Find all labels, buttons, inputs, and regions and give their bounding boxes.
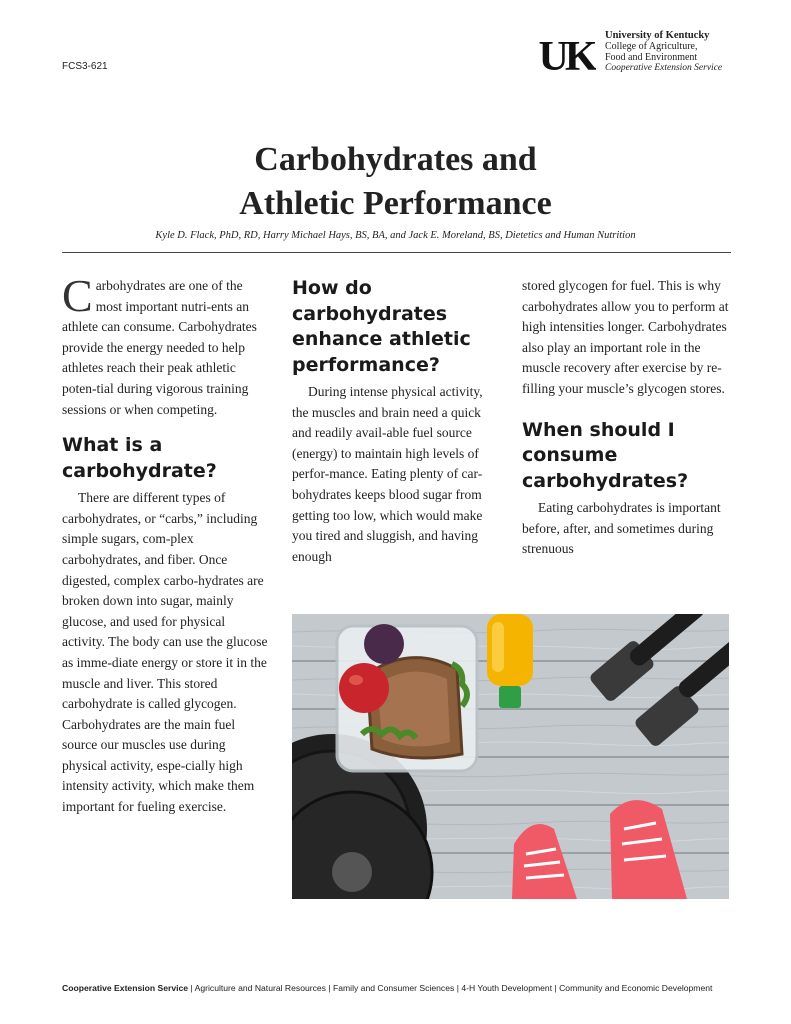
heading-when-consume: When should I consume carbohydrates? xyxy=(522,418,689,492)
publication-number: FCS3-621 xyxy=(62,61,108,72)
organization-block xyxy=(605,30,722,74)
intro-paragraph xyxy=(62,270,270,420)
column-2 xyxy=(292,276,492,567)
org-college-line2: Food and Environment xyxy=(605,52,698,63)
photo-food-and-fitness xyxy=(292,614,729,899)
footer xyxy=(62,983,742,993)
title-divider xyxy=(62,252,731,253)
org-college-line1: College of Agriculture, xyxy=(605,41,698,52)
plum xyxy=(364,624,404,664)
paragraph-when-consume: Eating carbohydrates is important before, after, and sometimes during strenuous xyxy=(522,500,721,557)
apple xyxy=(339,663,389,713)
page-title xyxy=(0,138,791,226)
title-line2: Athletic Performance xyxy=(239,185,552,222)
org-university: University of Kentucky xyxy=(605,30,710,41)
paragraph-what-is-carbohydrate: There are different types of carbohydrates, or “carbs,” including simple sugars, com-plex carbohydrates, and fiber. Once digested, complex carbo-hydrates are broken down into sugar, mainly glucose, and used for physical activity. The body can use the glucose as imme-diate energy or store it in the muscle and liver. This stored carbohydrate is called glycogen. Carbohydrates are the main fuel source our muscles use during physical activity, espe-cially high intensity activity, which make them important for fueling exercise. xyxy=(62,490,268,815)
paragraph-how-carbs-enhance: During intense physical activity, the muscles and brain need a quick and readily avail-able fuel source (energy) to maintain high levels of perfor-mance. Eating plenty of car-bohydrates keeps blood sugar from getting too low, which would make you tired and sluggish, and having enough xyxy=(292,384,483,564)
author-line: Kyle D. Flack, PhD, RD, Harry Michael Hays, BS, BA, and Jack E. Moreland, BS, Dietetics and Human Nutrition xyxy=(155,230,636,241)
org-service: Cooperative Extension Service xyxy=(605,63,723,73)
title-line1: Carbohydrates and xyxy=(254,141,537,178)
uk-logo xyxy=(536,30,596,78)
column-3 xyxy=(522,276,730,560)
heading-how-carbs-enhance: How do carbohydrates enhance athletic performance? xyxy=(292,277,471,376)
footer-programs: | Agriculture and Natural Resources | Family and Consumer Sciences | 4-H Youth Development | Community and Economic Development xyxy=(188,983,713,993)
footer-lead: Cooperative Extension Service xyxy=(62,983,189,993)
svg-text:UK: UK xyxy=(538,34,594,78)
intro-text: arbohydrates are one of the most important nutri-ents an athlete can consume. Carbohydrates provide the energy needed to help athletes reach their peak athletic poten-tial during vigorous training sessions or when competing. xyxy=(62,278,257,417)
heading-what-is-carbohydrate: What is a carbohydrate? xyxy=(62,434,217,482)
paragraph-continued: stored glycogen for fuel. This is why carbohydrates allow you to perform at high intensities longer. Carbohydrates also play an important role in the muscle recovery after exercise by re-filling your muscle’s glycogen stores. xyxy=(522,278,729,396)
column-1 xyxy=(62,270,270,818)
drop-cap: C xyxy=(62,270,93,321)
